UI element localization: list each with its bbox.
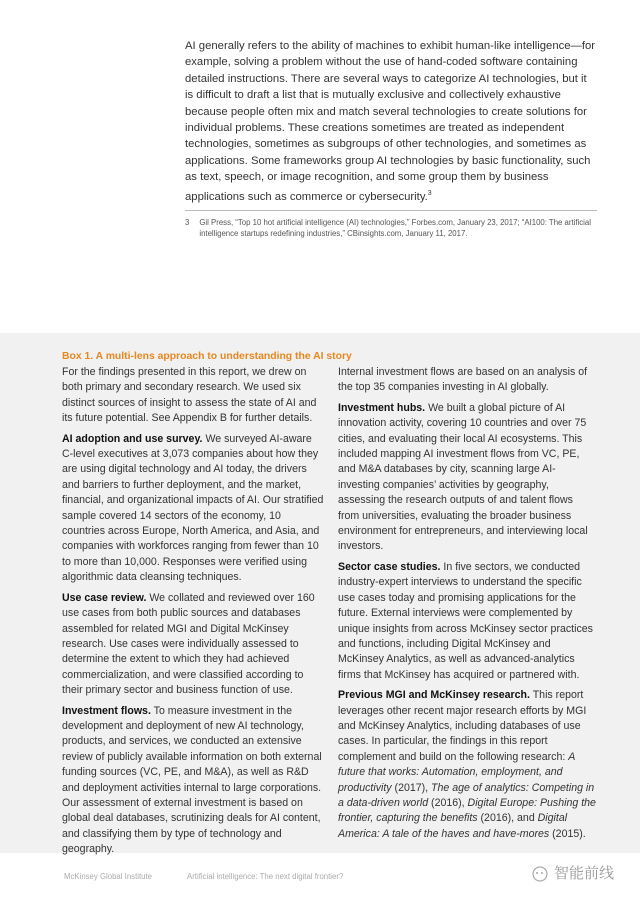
- survey-paragraph: [62, 432, 324, 586]
- report-title: Digital America: A tale of the haves and have-mores: [338, 812, 568, 840]
- paragraph-lead: Investment flows.: [62, 704, 151, 717]
- paragraph-lead: AI adoption and use survey.: [62, 432, 203, 445]
- footnote-ref[interactable]: 3: [427, 189, 432, 197]
- footnote: [185, 217, 597, 239]
- footer-title: Artificial intelligence: The next digital frontier?: [187, 872, 344, 881]
- box-intro: For the findings presented in this report, we drew on both primary and secondary research. We used six distinct sources of insight to assess the state of AI and its future potential. See Appendix B for further details.: [62, 366, 317, 425]
- report-title: A future that works: Automation, employment, and productivity: [338, 750, 575, 794]
- internal-flows-paragraph: Internal investment flows are based on an analysis of the top 35 companies investing in AI globally.: [338, 366, 588, 394]
- paragraph-text: In five sectors, we conducted industry-expert interviews to understand the specific use cases today and promising applications for the future. External interviews were complemented by unique insights from across McKinsey sector practices and functions, including Digital McKinsey and McKinsey Analytics, as well as advanced-analytics firms that McKinsey has acquired or partnered with.: [338, 560, 593, 681]
- box-column-right: [338, 365, 596, 847]
- box-title: Box 1. A multi-lens approach to understanding the AI story: [62, 351, 352, 362]
- paragraph-text: (2015).: [549, 827, 586, 840]
- previous-research-paragraph: [338, 688, 596, 842]
- use-case-paragraph: [62, 591, 324, 699]
- footer-publisher: McKinsey Global Institute: [64, 872, 152, 881]
- report-title: Digital Europe: Pushing the frontier, capturing the benefits: [338, 796, 596, 825]
- paragraph-text: (2017),: [391, 781, 432, 794]
- footnote-divider: [185, 210, 597, 211]
- paragraph-lead: Sector case studies.: [338, 560, 441, 573]
- paragraph-text: We collated and reviewed over 160 use cases from both public sources and databases assembled for related MGI and Digital McKinsey research. Use cases were individually assessed to determine the extent to which they had achieved commercialization, and were classified according to their primary sector and business function of use.: [62, 591, 315, 697]
- paragraph-text: We built a global picture of AI innovation activity, covering 10 countries and over 75 cities, and evaluating their local AI ecosystems. This included mapping AI investment flows from VC, PE, and M&A databases by city, scanning large AI-investing companies’ activities by geography, assessing the research outputs of and talent flows from universities, evaluating the broader business environment for entrepreneurs, and interviewing local investors.: [338, 401, 588, 553]
- paragraph-text: To measure investment in the development and deployment of new AI technology, products, and services, we conducted an extensive review of publicly available information on both external funding sources (VC, PE, and M&A), as well as R&D and deployment activities internal to large corporations. Our assessment of external investment is based on global deal databases, scrutinizing deals for AI content, and classifying them by type of technology and geography.: [62, 704, 322, 856]
- paragraph-lead: Investment hubs.: [338, 401, 426, 414]
- investment-flows-paragraph: [62, 704, 324, 858]
- paragraph-text: This report leverages other recent major research efforts by MGI and McKinsey Analytics, including databases of use cases. In particular, the findings in this report complement and build on the following research:: [338, 689, 587, 763]
- wechat-icon: [528, 863, 550, 883]
- footnote-number: 3: [185, 218, 190, 227]
- investment-hubs-paragraph: [338, 401, 596, 555]
- paragraph-text: (2016),: [428, 796, 468, 809]
- footnote-text: Gil Press, “Top 10 hot artificial intelligence (AI) technologies,” Forbes.com, January 23, 2017; “AI100: The artificial intelligence startups redefining industries,” CBinsights.com, January 11, 2017.: [199, 218, 591, 238]
- paragraph-lead: Previous MGI and McKinsey research.: [338, 689, 530, 702]
- report-title: The age of analytics: Competing in a data-driven world: [338, 781, 595, 809]
- watermark-text: 智能前线: [554, 865, 615, 882]
- intro-paragraph: [185, 38, 597, 205]
- paragraph-text: (2016), and: [477, 812, 538, 825]
- paragraph-text: We surveyed AI-aware C-level executives at 3,073 companies about how they are using digital technology and AI today, the drivers and barriers to further deployment, and the market, financial, and organizational impacts of AI. Our stratified sample covered 14 sectors of the economy, 10 countries across Europe, North America, and Asia, and companies with workforces ranging from fewer than 10 to more than 10,000. Responses were verified using algorithmic data cleansing techniques.: [62, 432, 324, 584]
- sector-case-paragraph: [338, 560, 596, 683]
- watermark-logo: [528, 862, 614, 883]
- paragraph-lead: Use case review.: [62, 591, 147, 604]
- intro-text: AI generally refers to the ability of machines to exhibit human-like intelligence—for example, solving a problem without the use of hand-coded software containing detailed instructions. There are several ways to categorize AI technologies, but it is difficult to draft a list that is mutually exclusive and collectively exhaustive because people often mix and match several technologies to create solutions for individual problems. These creations sometimes are treated as independent technologies, sometimes as subgroups of other technologies, and sometimes as applications. Some frameworks group AI technologies by basic functionality, such as text, speech, or image recognition, and some group them by business applications such as commerce or cybersecurity.: [185, 40, 596, 203]
- box-column-left: [62, 365, 324, 863]
